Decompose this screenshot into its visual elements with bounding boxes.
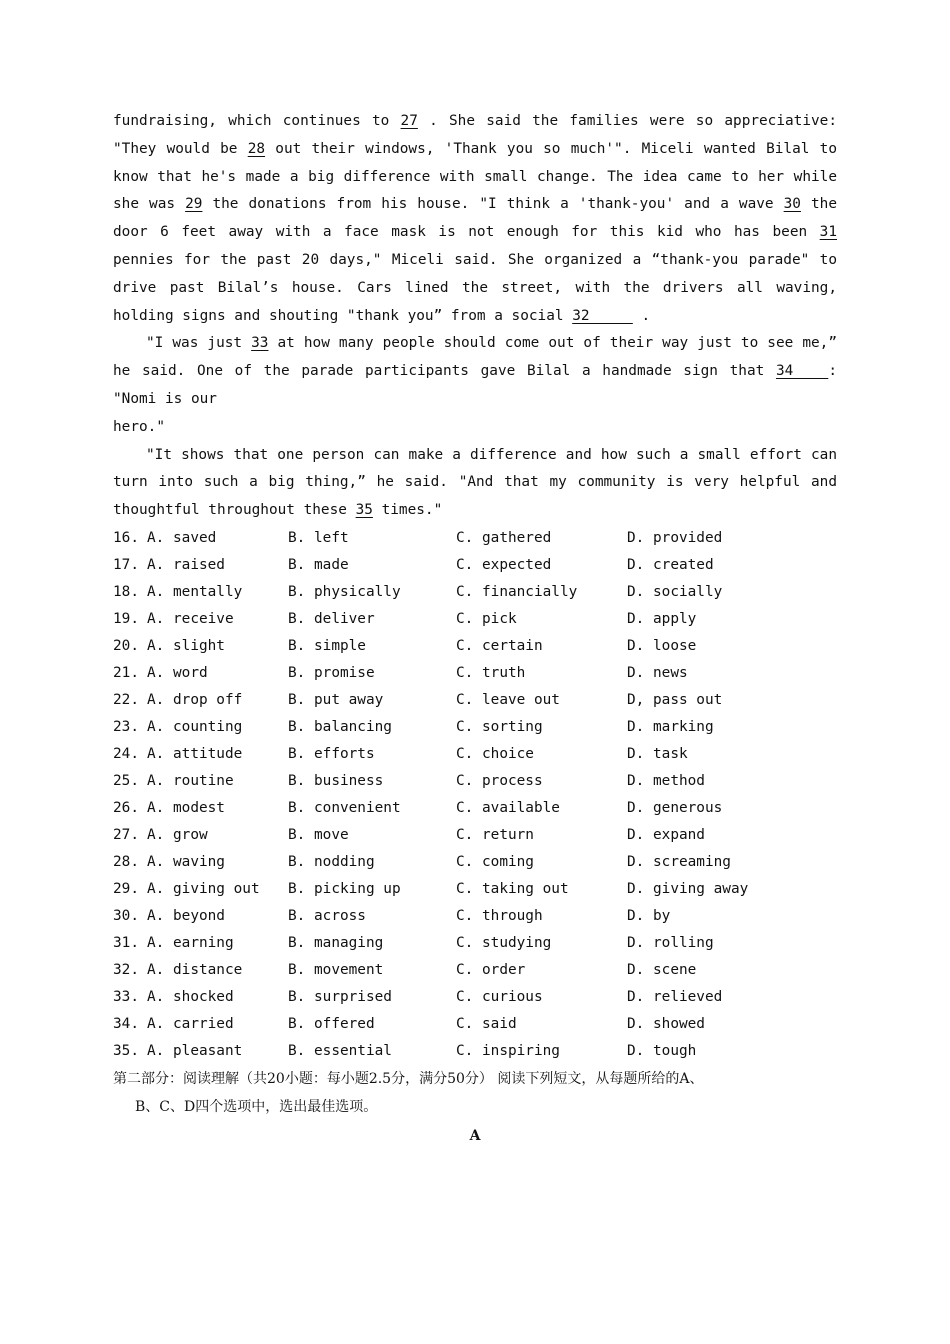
option-c: C. studying <box>456 934 552 951</box>
question-number: 26. <box>113 799 139 816</box>
option-d: D. giving away <box>627 880 749 897</box>
option-b: B. managing <box>288 934 384 951</box>
question-number: 21. <box>113 664 139 681</box>
blank-28: 28 <box>247 140 266 157</box>
option-row <box>113 579 837 606</box>
option-c: C. said <box>456 1015 517 1032</box>
option-row <box>113 768 837 795</box>
option-c: C. leave out <box>456 691 560 708</box>
question-number: 30. <box>113 907 139 924</box>
question-number: 34. <box>113 1015 139 1032</box>
passage-paragraph-2: "I was just 33 at how many people should come out of their way just to see me,” he said. One of the parade participants gave Bilal a handmade sign that 34 : "Nomi is our <box>113 335 837 407</box>
option-a: A. slight <box>147 637 225 654</box>
blank-31: 31 <box>819 224 837 241</box>
option-a: A. counting <box>147 718 243 735</box>
option-b: B. put away <box>288 691 384 708</box>
option-b: B. nodding <box>288 853 375 870</box>
option-b: B. convenient <box>288 799 401 816</box>
option-a: A. earning <box>147 934 234 951</box>
option-c: C. expected <box>456 556 552 573</box>
question-number: 27. <box>113 826 139 843</box>
option-row <box>113 741 837 768</box>
option-a: A. routine <box>147 772 234 789</box>
option-c: C. process <box>456 772 543 789</box>
option-row <box>113 930 837 957</box>
option-b: B. efforts <box>288 745 375 762</box>
blank-27: 27 <box>400 113 418 129</box>
option-c: C. financially <box>456 583 578 600</box>
option-row <box>113 714 837 741</box>
option-d: D. method <box>627 772 705 789</box>
question-number: 33. <box>113 988 139 1005</box>
option-a: A. distance <box>147 961 243 978</box>
option-d: D. generous <box>627 799 723 816</box>
option-b: B. surprised <box>288 988 392 1005</box>
question-number: 31. <box>113 934 139 951</box>
question-number: 19. <box>113 610 139 627</box>
option-a: A. raised <box>147 556 225 573</box>
exam-page <box>113 108 837 1151</box>
option-c: C. truth <box>456 664 526 681</box>
option-c: C. taking out <box>456 880 569 897</box>
question-number: 22. <box>113 691 139 708</box>
question-number: 35. <box>113 1042 139 1059</box>
option-d: D. expand <box>627 826 705 843</box>
blank-32: 32 <box>572 307 633 324</box>
option-row <box>113 876 837 903</box>
question-number: 17. <box>113 556 139 573</box>
option-c: C. return <box>456 826 534 843</box>
option-c: C. gathered <box>456 529 552 546</box>
option-d: D. provided <box>627 529 723 546</box>
option-c: C. choice <box>456 745 534 762</box>
option-a: A. attitude <box>147 745 243 762</box>
option-row <box>113 525 837 552</box>
option-b: B. left <box>288 529 349 546</box>
passage-paragraph-2-end: hero." <box>113 418 165 435</box>
option-row <box>113 849 837 876</box>
option-a: A. modest <box>147 799 225 816</box>
question-number: 24. <box>113 745 139 762</box>
option-d: D. created <box>627 556 714 573</box>
option-row <box>113 822 837 849</box>
option-b: B. business <box>288 772 384 789</box>
option-d: D. marking <box>627 718 714 735</box>
option-b: B. offered <box>288 1015 375 1032</box>
blank-33: 33 <box>251 335 269 352</box>
option-d: D, pass out <box>627 691 723 708</box>
option-b: B. deliver <box>288 610 375 627</box>
option-row <box>113 957 837 984</box>
option-c: C. order <box>456 961 526 978</box>
option-c: C. curious <box>456 988 543 1005</box>
option-a: A. grow <box>147 826 208 843</box>
option-b: B. promise <box>288 664 375 681</box>
option-row <box>113 687 837 714</box>
option-d: D. task <box>627 745 688 762</box>
option-a: A. beyond <box>147 907 225 924</box>
option-b: B. across <box>288 907 366 924</box>
question-number: 29. <box>113 880 139 897</box>
option-a: A. waving <box>147 853 225 870</box>
blank-35: 35 <box>355 502 373 519</box>
option-a: A. pleasant <box>147 1042 243 1059</box>
question-number: 16. <box>113 529 139 546</box>
option-b: B. physically <box>288 583 401 600</box>
option-c: C. inspiring <box>456 1042 560 1059</box>
option-a: A. mentally <box>147 583 243 600</box>
options-list <box>113 525 837 1065</box>
option-d: D. socially <box>627 583 723 600</box>
option-b: B. made <box>288 556 349 573</box>
passage-paragraph-1: fundraising, which continues to 27 . She said the families were so appreciative: "They would be 28 out their windows, 'Thank you so much'". Miceli wanted Bilal to know that he's made a big difference with small change. The idea came to her while she was 29 the donations from his house. "I think a 'thank-you' and a wave 30 the door 6 feet away with a face mask is not enough for this kid who has been 31 pennies for the past 20 days," Miceli said. She organized a “thank-you parade" to drive past Bilal’s house. Cars lined the street, with the drivers all waving, holding signs and shouting "thank you” from a social 32 . <box>113 113 838 324</box>
option-d: D. by <box>627 907 671 924</box>
option-c: C. certain <box>456 637 543 654</box>
option-b: B. picking up <box>288 880 401 897</box>
option-row <box>113 984 837 1011</box>
option-row <box>113 795 837 822</box>
option-d: D. showed <box>627 1015 705 1032</box>
blank-29: 29 <box>185 196 203 213</box>
question-number: 20. <box>113 637 139 654</box>
option-d: D. rolling <box>627 934 714 951</box>
option-d: D. loose <box>627 637 697 654</box>
option-a: A. saved <box>147 529 217 546</box>
option-row <box>113 660 837 687</box>
option-d: D. scene <box>627 961 697 978</box>
option-row <box>113 606 837 633</box>
option-d: D. screaming <box>627 853 731 870</box>
passage-heading: A <box>469 1127 481 1144</box>
option-c: C. available <box>456 799 560 816</box>
option-row <box>113 552 837 579</box>
option-a: A. shocked <box>147 988 234 1005</box>
option-d: D. news <box>627 664 688 681</box>
option-row <box>113 1038 837 1065</box>
option-row <box>113 1011 837 1038</box>
question-number: 18. <box>113 583 139 600</box>
option-b: B. balancing <box>288 718 392 735</box>
option-d: D. relieved <box>627 988 723 1005</box>
option-d: D. apply <box>627 610 697 627</box>
blank-34: 34 <box>775 363 829 380</box>
option-b: B. simple <box>288 637 366 654</box>
option-a: A. word <box>147 664 208 681</box>
blank-30: 30 <box>783 196 801 213</box>
option-c: C. sorting <box>456 718 543 735</box>
option-c: C. pick <box>456 610 517 627</box>
option-b: B. essential <box>288 1042 392 1059</box>
question-number: 32. <box>113 961 139 978</box>
section2-instruction-cont: B、C、D四个选项中，选出最佳选项。 <box>135 1098 378 1115</box>
passage-paragraph-3: "It shows that one person can make a difference and how such a small effort can turn into such a big thing,” he said. "And that my community is very helpful and thoughtful throughout these 35 times." <box>113 446 837 519</box>
section2-instruction: 第二部分：阅读理解（共20小题：每小题2.5分，满分50分） 阅读下列短文，从每题所给的A、 <box>113 1070 704 1087</box>
option-row <box>113 903 837 930</box>
option-a: A. drop off <box>147 691 243 708</box>
option-c: C. through <box>456 907 543 924</box>
question-number: 28. <box>113 853 139 870</box>
option-b: B. movement <box>288 961 384 978</box>
option-b: B. move <box>288 826 349 843</box>
question-number: 23. <box>113 718 139 735</box>
option-c: C. coming <box>456 853 534 870</box>
option-a: A. receive <box>147 610 234 627</box>
question-number: 25. <box>113 772 139 789</box>
option-d: D. tough <box>627 1042 697 1059</box>
option-row <box>113 633 837 660</box>
option-a: A. carried <box>147 1015 234 1032</box>
option-a: A. giving out <box>147 880 260 897</box>
